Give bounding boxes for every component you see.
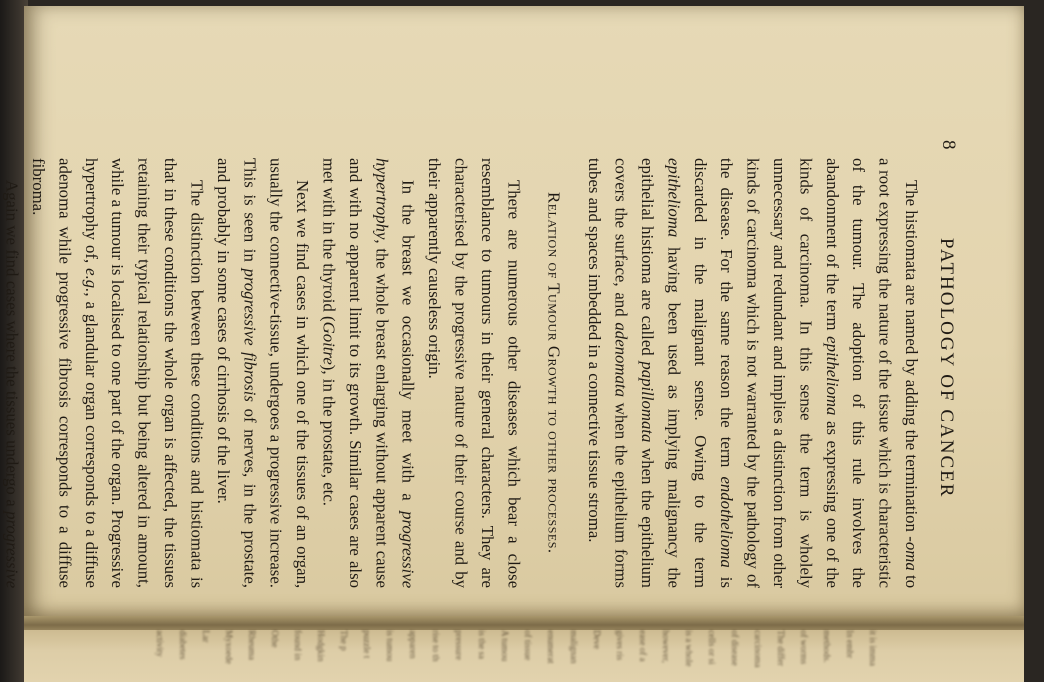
section-heading: Relation of Tumour Growth to other processes. xyxy=(544,192,564,554)
next-page-fragment: Rheuma xyxy=(247,630,257,660)
next-page-fragment: puzzle t xyxy=(362,630,372,659)
next-page-fragment: cells or si xyxy=(707,630,717,665)
page-number: 8 xyxy=(938,140,959,150)
paragraph-breast: In the breast we occasionally meet with a progressive hypertrophy, the whole breast enlarging without apparent cause and with no apparent limit to its growth. Similar cases are also met with in the thyroid (Goitre), in the prostate, etc. xyxy=(319,158,418,588)
running-head: PATHOLOGY OF CANCER xyxy=(936,238,957,499)
next-page-fragment: malignan xyxy=(569,630,579,664)
paragraph-atrophy: Again we find cases where the tissues undergo a progressive xyxy=(2,179,22,588)
next-page-fragment: Hodgkin xyxy=(316,630,326,662)
next-page-fragment: is tumou xyxy=(385,630,395,662)
next-page-fragment: The differ xyxy=(776,630,786,667)
next-page-fragment: Deve xyxy=(592,630,602,649)
next-page-fragment: The p xyxy=(339,630,349,651)
book-page xyxy=(2,6,1024,622)
next-page-fragment: however, xyxy=(661,630,671,663)
next-page-fragment: pressure xyxy=(454,630,464,660)
next-page-fragment: of tissue xyxy=(523,630,533,661)
next-page-fragment: methods. xyxy=(822,630,832,663)
next-page-fragment: apparen xyxy=(408,630,418,659)
page-body xyxy=(2,158,924,588)
next-page-edge xyxy=(24,630,1024,682)
next-page-fragment: enumerat xyxy=(546,630,556,664)
paragraph-distinction: The distinction between these conditions and histiomata is that in these conditions the whole organ is affected, the tissues retaining their typical relationship but being altered in amount, while a tumour is localised to one part of the organ. Progressive hypertrophy of, e.g., a glandular organ corresponds to a diffuse adenoma while progressive fibrosis corresponds to a diffuse fibroma. xyxy=(29,158,207,588)
paragraph-fibrosis: Next we find cases in which one of the tissues of an organ, usually the connective-tissue, undergoes a progressive increase. This is seen in progressive fibrosis of nerves, in the prostate, and probably in some cases of cirrhosis of the liver. xyxy=(213,158,313,588)
next-page-fragment: activity xyxy=(155,630,165,657)
next-page-fragment: ease of a xyxy=(638,630,648,662)
next-page-fragment: diabetes xyxy=(178,630,188,660)
paragraph-other-diseases: There are numerous other diseases which bear a close resemblance to tumours in their general characters. They are characterised by the progressive nature of their course and by their apparently causeless origin. xyxy=(425,158,524,588)
next-page-fragment: found in xyxy=(293,630,303,661)
next-page-text xyxy=(144,630,1044,682)
paragraph-histiomata: The histiomata are named by adding the termination -oma to a root expressing the nature of the tissue which is characteristic of the tumour. The adoption of this rule involves the abandonment of the term epithelioma as expressing one of the kinds of carcinoma. In this sense the term is wholely unnecessary and redundant and implies a distinction from other kinds of carcinoma which is not warranted by the pathology of the disease. For the same reason the term endothelioma is discarded in the malignant sense. Owing to the term epithelioma having been used as implying malignancy the epithelial histioma are called papillomata when the epithelium covers the surface, and adenomata when the epithelium forms tubes and spaces imbedded in a connective tissue stroma. xyxy=(585,158,921,588)
next-page-fragment: carcinoma xyxy=(753,630,763,668)
next-page-fragment: A tumou xyxy=(500,630,510,662)
next-page-fragment: Myxoede xyxy=(224,630,234,664)
next-page-fragment: gives ris xyxy=(615,630,625,661)
next-page-fragment: is a whole xyxy=(684,630,694,667)
next-page-fragment: is the sa xyxy=(477,630,487,659)
next-page-fragment: Othe xyxy=(270,630,280,648)
next-page-fragment: In embr xyxy=(845,630,855,659)
next-page-fragment: Lar xyxy=(201,630,211,643)
next-page-fragment: rise to th xyxy=(431,630,441,662)
next-page-fragment: of disease xyxy=(730,630,740,666)
next-page-fragment: of worms xyxy=(799,630,809,665)
next-page-fragment: it is imma xyxy=(868,630,878,666)
